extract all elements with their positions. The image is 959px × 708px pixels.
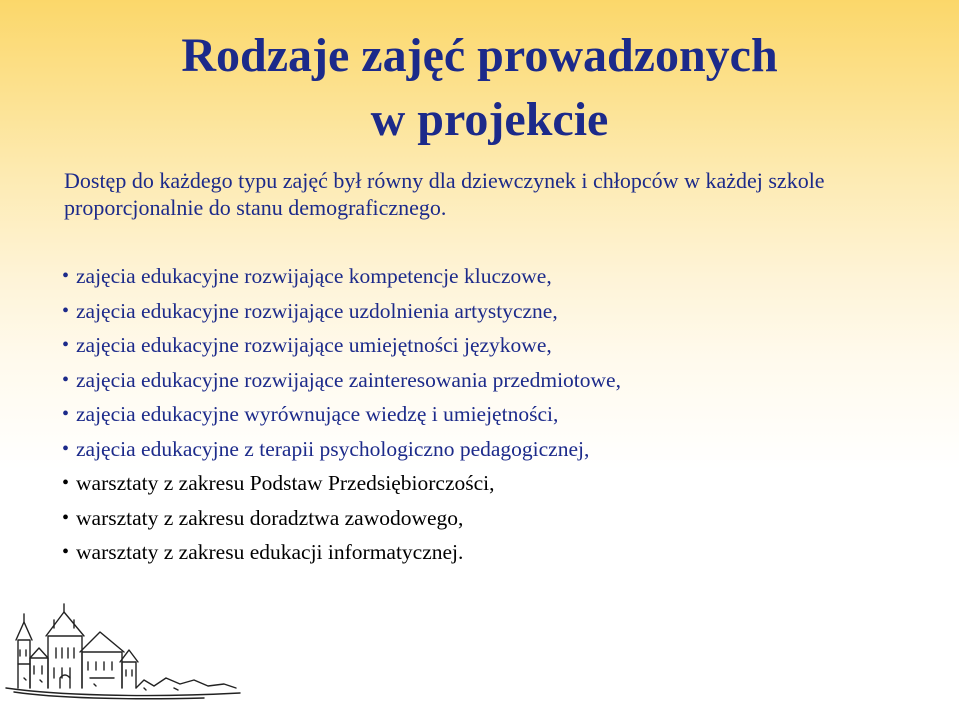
activity-list-item-text: zajęcia edukacyjne rozwijające uzdolnienia artystyczne, bbox=[76, 298, 558, 323]
bullet-point-icon: • bbox=[62, 541, 70, 563]
activity-list-item bbox=[62, 469, 621, 504]
bullet-point-icon: • bbox=[62, 368, 70, 391]
activity-list-item-text: warsztaty z zakresu Podstaw Przedsiębiorczości, bbox=[76, 471, 495, 495]
bullet-point-icon: • bbox=[62, 506, 70, 529]
castle-sketch-icon bbox=[4, 592, 244, 704]
activity-list-item bbox=[62, 366, 621, 401]
activity-list-item bbox=[62, 538, 621, 573]
bullet-point-icon: • bbox=[62, 403, 70, 425]
bullet-point-icon: • bbox=[62, 334, 70, 356]
activity-list-item-text: warsztaty z zakresu edukacji informatycznej. bbox=[76, 540, 464, 564]
activity-list-item bbox=[62, 400, 621, 435]
activity-list-item-text: warsztaty z zakresu doradztwa zawodowego, bbox=[76, 505, 464, 530]
activity-list-item bbox=[62, 435, 621, 470]
slide-title-line-1: Rodzaje zajęć prowadzonych bbox=[181, 29, 778, 82]
activity-list-item-text: zajęcia edukacyjne wyrównujące wiedzę i umiejętności, bbox=[76, 402, 559, 426]
intro-paragraph: Dostęp do każdego typu zajęć był równy dla dziewczynek i chłopców w każdej szkole proporcjonalnie do stanu demograficznego. bbox=[64, 168, 825, 220]
activity-list-item-text: zajęcia edukacyjne rozwijające kompetencje kluczowe, bbox=[76, 264, 552, 288]
activity-list-item bbox=[62, 504, 621, 539]
activity-list-item bbox=[62, 262, 621, 297]
bullet-point-icon: • bbox=[62, 472, 70, 494]
activity-list-item-text: zajęcia edukacyjne rozwijające zainteresowania przedmiotowe, bbox=[76, 367, 621, 392]
activity-list bbox=[62, 262, 621, 573]
activity-list-item-text: zajęcia edukacyjne rozwijające umiejętności językowe, bbox=[76, 333, 552, 357]
bullet-point-icon: • bbox=[62, 265, 70, 287]
activity-list-item-text: zajęcia edukacyjne z terapii psychologiczno pedagogicznej, bbox=[76, 436, 590, 461]
bullet-point-icon: • bbox=[62, 299, 70, 322]
activity-list-item bbox=[62, 297, 621, 332]
slide-title-line-2: w projekcie bbox=[370, 93, 609, 146]
activity-list-item bbox=[62, 331, 621, 366]
bullet-point-icon: • bbox=[62, 437, 70, 460]
